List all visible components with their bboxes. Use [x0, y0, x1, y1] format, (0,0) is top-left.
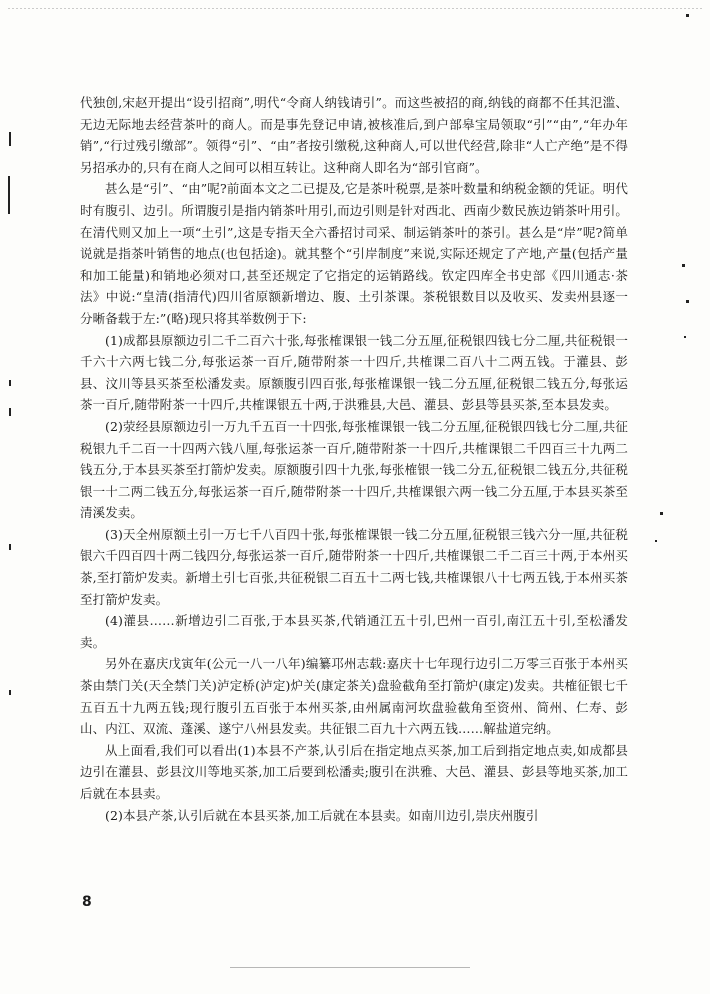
- paragraph: 甚么是“引”、“由”呢?前面本文之二已提及,它是茶叶税票,是茶叶数量和纳税金额的凭证。明代时有腹引、边引。所谓腹引是指内销茶叶用引,而边引则是针对西北、西南少数民族边销茶叶用引。在清代则又加上一项“土引”,这是专指天全六番招讨司采、制运销茶叶的茶引。甚么是“岸”呢?简单说就是指茶叶销售的地点(也包括途)。就其整个“引岸制度”来说,实际还规定了产地,产量(包括产量和加工能量)和销地必须对口,甚至还规定了它指定的运销路线。钦定四库全书史部《四川通志·茶法》中说:“皇清(指清代)四川省原额新增边、腹、土引茶课。茶税银数目以及收买、发卖州县逐一分晰备载于左:”(略)现只将其举数例于下:: [80, 181, 628, 326]
- scan-artifact-mark: [684, 336, 686, 338]
- scan-edge-line: [8, 8, 702, 9]
- paragraph: (1)成都县原额边引二千二百六十张,每张榷课银一钱二分五厘,征税银四钱七分二厘,共征税银一千六十六两七钱二分,每张运茶一百斤,随带附茶一十四斤,共榷课二百八十二两五钱。于灌县、彭县、汶川等县买茶至松潘发卖。原额腹引四百张,每张榷课银一钱二分五厘,征税银二钱五分,每张运茶一百斤,随带附茶一十四斤,共榷课银五十两,于洪雅县,大邑、灌县、彭县等县买茶,至本县发卖。: [80, 332, 628, 413]
- scan-artifact-mark: [8, 176, 10, 214]
- scan-artifact-mark: [682, 264, 685, 267]
- body-text: [80, 92, 628, 826]
- scan-artifact-mark: [9, 408, 11, 416]
- scan-artifact-mark: [9, 690, 11, 695]
- paragraph: 代独创,宋赵开提出“设引招商”,明代“令商人纳钱请引”。而这些被招的商,纳钱的商都不任其氾滥、无边无际地去经营茶叶的商人。而是事先登记申请,被核准后,到户部皋宝局领取“引”“由”,“年办年销”,“行过残引缴部”。领得“引”、“由”者按引缴税,这种商人,可以世代经营,除非“人亡产绝”是不得另招承办的,只有在商人之间可以相互转让。这种商人即名为“部引官商”。: [80, 95, 628, 175]
- paragraph: (4)灌县……新增边引二百张,于本县买茶,代销通江五十引,巴州一百引,南江五十引,至松潘发卖。: [80, 613, 628, 650]
- scan-artifact-mark: [660, 512, 663, 515]
- scan-artifact-mark: [686, 300, 689, 303]
- paragraph: 另外在嘉庆戊寅年(公元一八一八年)编纂邛州志载:嘉庆十七年现行边引二万零三百张于本州买茶由禁门关(天全禁门关)泸定桥(泸定)炉关(康定茶关)盘验截角至打箭炉(康定)发卖。共榷征银七千五百五十九两五钱;现行腹引五百张于本州买茶,由州属南河坎盘验截角至资州、简州、仁寿、彭山、内江、双流、蓬溪、遂宁八州县发卖。共征银二百九十六两五钱……解盐道完纳。: [80, 656, 628, 737]
- paragraph: (3)天全州原额土引一万七千八百四十张,每张榷课银一钱二分五厘,征税银三钱六分一厘,共征税银六千四百四十两二钱四分,每张运茶一百斤,随带附茶一十四斤,共榷课银二千二百三十两,于本州买茶,至打箭炉发卖。新增土引七百张,共征税银二百五十二两七钱,共榷课银八十七两五钱,于本州买茶至打箭炉发卖。: [80, 526, 628, 607]
- paragraph: (2)荥经县原额边引一万九千五百一十四张,每张榷课银一钱二分五厘,征税银四钱七分二厘,共征税银九千二百一十四两六钱八厘,每张运茶一百斤,随带附茶一十四斤,共榷课银二千四百三十九两二钱五分,于本县买茶至打箭炉发卖。原额腹引四十九张,每张榷银一钱二分五,征税银二钱五分,共征税银一十二两二钱五分,每张运茶一百斤,随带附茶一十四斤,共榷课银六两一钱二分五厘,于本县买茶至清溪发卖。: [80, 418, 628, 521]
- paragraph: (2)本县产茶,认引后就在本县买茶,加工后就在本县卖。如南川边引,崇庆州腹引: [105, 807, 539, 823]
- scan-artifact-mark: [9, 380, 11, 386]
- paragraph: 从上面看,我们可以看出(1)本县不产茶,认引后在指定地点买茶,加工后到指定地点卖,如成都县边引在灌县、彭县汶川等地买茶,加工后要到松潘卖;腹引在洪雅、大邑、灌县、彭县等地买茶,加工后就在本县卖。: [80, 742, 628, 801]
- scan-artifact-mark: [686, 14, 689, 17]
- scan-artifact-mark: [9, 132, 11, 146]
- scan-bottom-line: [230, 967, 470, 968]
- page-number: 8: [82, 894, 92, 910]
- scan-artifact-mark: [9, 544, 11, 550]
- scan-artifact-mark: [655, 540, 657, 542]
